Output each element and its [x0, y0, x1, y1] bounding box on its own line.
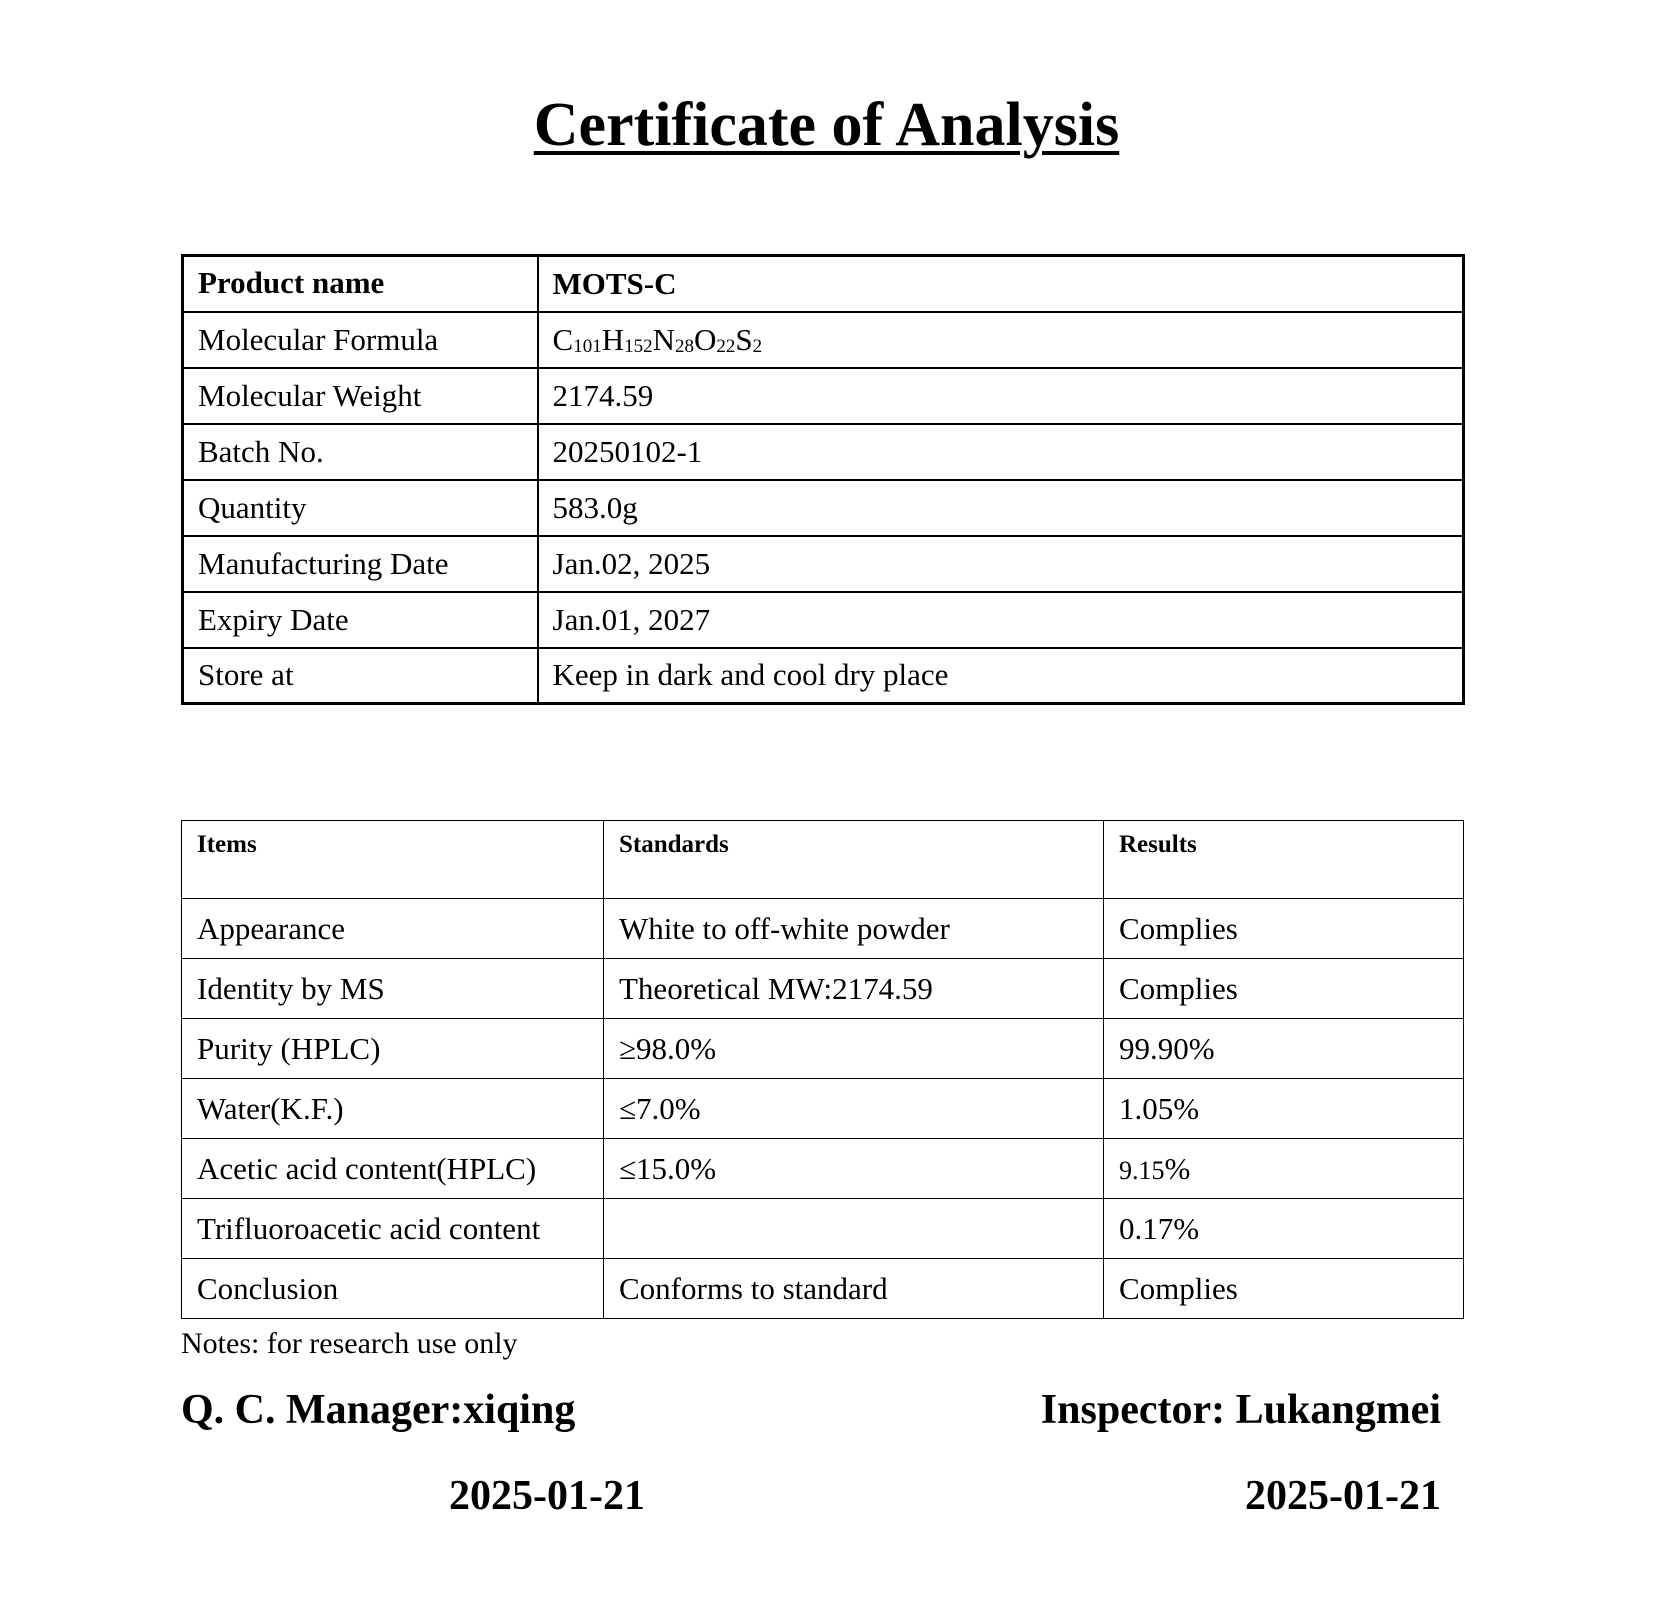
test-standard: Theoretical MW:2174.59 — [604, 959, 1104, 1019]
molecular-formula — [538, 312, 1464, 368]
info-label: Molecular Formula — [183, 312, 538, 368]
info-value: Keep in dark and cool dry place — [538, 648, 1464, 704]
table-row — [182, 899, 1464, 959]
table-row — [182, 959, 1464, 1019]
formula-element: N — [652, 321, 675, 357]
table-row — [182, 1259, 1464, 1319]
info-label: Batch No. — [183, 424, 538, 480]
test-result: 1.05% — [1104, 1079, 1464, 1139]
title-text: Certificate of Analysis — [533, 91, 1120, 159]
test-result: Complies — [1104, 899, 1464, 959]
info-label: Molecular Weight — [183, 368, 538, 424]
test-item: Purity (HPLC) — [182, 1019, 604, 1079]
test-standard — [604, 1199, 1104, 1259]
table-row — [182, 1199, 1464, 1259]
formula-subscript: 2 — [752, 335, 763, 357]
info-row-batch — [183, 424, 1464, 480]
test-item: Acetic acid content(HPLC) — [182, 1139, 604, 1199]
formula-subscript: 101 — [573, 335, 602, 357]
test-item: Trifluoroacetic acid content — [182, 1199, 604, 1259]
test-result: Complies — [1104, 1259, 1464, 1319]
qc-manager-date: 2025-01-21 — [449, 1473, 645, 1519]
info-label: Quantity — [183, 480, 538, 536]
test-result: 99.90% — [1104, 1019, 1464, 1079]
inspector-signature: Inspector: Lukangmei — [1040, 1387, 1441, 1433]
product-info-table — [181, 254, 1465, 705]
info-value: Jan.01, 2027 — [538, 592, 1464, 648]
result-percent-sign: % — [1164, 1150, 1191, 1186]
formula-subscript: 152 — [624, 335, 653, 357]
test-item: Water(K.F.) — [182, 1079, 604, 1139]
test-standard: ≥98.0% — [604, 1019, 1104, 1079]
test-standard: ≤7.0% — [604, 1079, 1104, 1139]
info-value: 20250102-1 — [538, 424, 1464, 480]
test-result — [1104, 1139, 1464, 1199]
test-header-row — [182, 821, 1464, 899]
formula-element: S — [735, 321, 753, 357]
column-header-items: Items — [182, 821, 604, 899]
info-value: Jan.02, 2025 — [538, 536, 1464, 592]
formula-element: O — [693, 321, 717, 357]
info-row-quantity — [183, 480, 1464, 536]
info-row-product-name — [183, 256, 1464, 312]
table-row — [182, 1019, 1464, 1079]
test-item: Identity by MS — [182, 959, 604, 1019]
info-value: MOTS-C — [538, 256, 1464, 312]
notes-text: Notes: for research use only — [181, 1327, 518, 1360]
info-label: Expiry Date — [183, 592, 538, 648]
test-item: Conclusion — [182, 1259, 604, 1319]
table-row — [182, 1139, 1464, 1199]
qc-manager-signature: Q. C. Manager:xiqing — [181, 1387, 576, 1433]
info-value: 583.0g — [538, 480, 1464, 536]
formula-subscript: 22 — [716, 335, 736, 357]
test-standard: White to off-white powder — [604, 899, 1104, 959]
formula-element: C — [552, 321, 574, 357]
formula-subscript: 28 — [674, 335, 694, 357]
result-number: 9.15 — [1119, 1155, 1165, 1185]
info-row-formula — [183, 312, 1464, 368]
test-standard: ≤15.0% — [604, 1139, 1104, 1199]
column-header-standards: Standards — [604, 821, 1104, 899]
formula-element: H — [601, 321, 625, 357]
info-row-store-at — [183, 648, 1464, 704]
info-row-weight — [183, 368, 1464, 424]
test-item: Appearance — [182, 899, 604, 959]
document-title — [0, 88, 1653, 162]
info-label: Store at — [183, 648, 538, 704]
test-results-table — [181, 820, 1464, 1319]
test-standard: Conforms to standard — [604, 1259, 1104, 1319]
test-result: Complies — [1104, 959, 1464, 1019]
info-row-expiry-date — [183, 592, 1464, 648]
table-row — [182, 1079, 1464, 1139]
info-row-manufacturing-date — [183, 536, 1464, 592]
inspector-date: 2025-01-21 — [1245, 1473, 1441, 1519]
info-value: 2174.59 — [538, 368, 1464, 424]
column-header-results: Results — [1104, 821, 1464, 899]
test-result: 0.17% — [1104, 1199, 1464, 1259]
info-label: Product name — [183, 256, 538, 312]
info-label: Manufacturing Date — [183, 536, 538, 592]
